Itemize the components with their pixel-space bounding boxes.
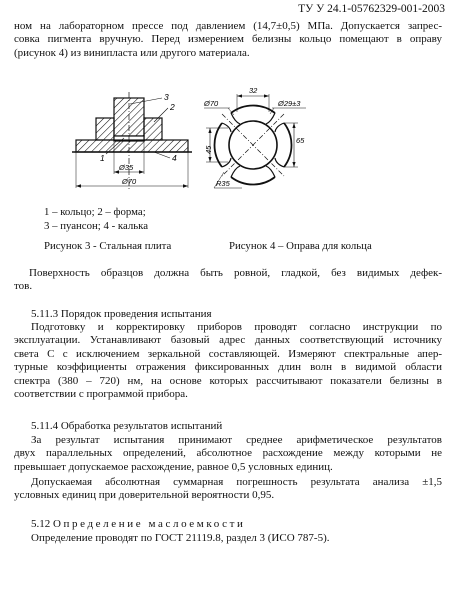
intro-line: ном на лабораторном прессе под давлением (14,7±0,5) МПа. Допускается запрес-: [14, 20, 442, 32]
section-5-11-4-line: За результат испытания принимают среднее арифметическое результатов: [31, 434, 442, 446]
surface-note-paragraph: [14, 267, 442, 294]
section-5-12-heading: [31, 518, 245, 530]
dim-d29: Ø29±3: [278, 99, 301, 108]
section-5-11-3-line: турные коэффициенты отражения фиксированных длин волн в видимой области: [14, 361, 442, 374]
section-5-12-title: Определение маслоемкости: [53, 518, 246, 530]
section-5-11-4-heading: 5.11.4 Обработка результатов испытаний: [31, 420, 223, 432]
section-5-11-3-line: спектра (380 – 720) нм, на основе которых рассчитывают показатели белизны в: [14, 374, 442, 387]
mold-left-shape: [96, 118, 114, 140]
callout-4: 4: [172, 153, 177, 163]
dim-d35: Ø35: [119, 163, 134, 172]
dim-32: 32: [249, 86, 258, 95]
callout-2: 2: [170, 102, 175, 112]
section-5-11-4-line: Допускаемая абсолютная суммарная погрешность результата анализа ±1,5: [31, 476, 442, 488]
section-5-11-3-line: соответствии с программой прибора.: [14, 388, 188, 401]
section-5-11-3-line: эксплуатации. Устанавливают базовый адрес данных соответствующий источнику: [14, 334, 442, 347]
figure-4-caption: Рисунок 4 – Оправа для кольца: [229, 240, 372, 252]
figure-3-caption: Рисунок 3 - Стальная плита: [44, 240, 172, 252]
section-5-12-text: Определение проводят по ГОСТ 21119.8, раздел 3 (ИСО 787-5).: [31, 532, 330, 544]
section-5-11-4-line: превышает допускаемое расхождение, равное 0,5 условных единиц.: [14, 460, 333, 473]
document-code: ТУ У 24.1-05762329-001-2003: [298, 3, 445, 15]
section-5-11-3-heading: 5.11.3 Порядок проведения испытания: [31, 308, 212, 320]
surface-note-line: Поверхность образцов должна быть ровной, гладкой, без видимых дефек-: [29, 267, 442, 279]
section-5-12-number: 5.12: [31, 518, 51, 530]
base-plate-shape: [76, 140, 188, 152]
dim-65: 65: [296, 136, 305, 145]
dim-r35: R35: [216, 179, 230, 188]
callout-3: 3: [164, 92, 169, 102]
dim-d70-holder: Ø70: [204, 99, 219, 108]
intro-line: совка пигмента вручную. Перед измерением белизны кольцо помещают в оправу: [14, 33, 442, 46]
figure-3-drawing: [70, 88, 195, 196]
section-5-11-4-paragraph-1: [14, 434, 442, 474]
section-5-11-3-paragraph: [14, 321, 442, 401]
surface-note-line: тов.: [14, 280, 33, 293]
figure-4-drawing: [200, 82, 310, 198]
section-5-11-4-paragraph-2: [14, 476, 442, 503]
callout-1: 1: [100, 153, 105, 163]
section-5-11-4-line: двух параллельных определений, абсолютное расхождение между которыми не: [14, 447, 442, 460]
section-5-11-3-line: света С с исключением зеркальной составляющей. Измеряют спектральные апер-: [14, 347, 442, 360]
figure-3-legend-1: 1 – кольцо; 2 – форма;: [44, 206, 146, 218]
mold-right-shape: [144, 118, 162, 140]
intro-paragraph: [14, 20, 442, 60]
section-5-11-4-line: условных единиц при доверительной вероятности 0,95.: [14, 489, 275, 502]
dim-d70: Ø70: [122, 177, 137, 186]
dim-45: 45: [204, 145, 213, 154]
intro-line: (рисунок 4) из винипласта или другого материала.: [14, 46, 250, 59]
figure-3-legend-2: 3 – пуансон; 4 - калька: [44, 220, 149, 232]
section-5-11-3-line: Подготовку и корректировку приборов проводят согласно инструкции по: [31, 321, 442, 333]
